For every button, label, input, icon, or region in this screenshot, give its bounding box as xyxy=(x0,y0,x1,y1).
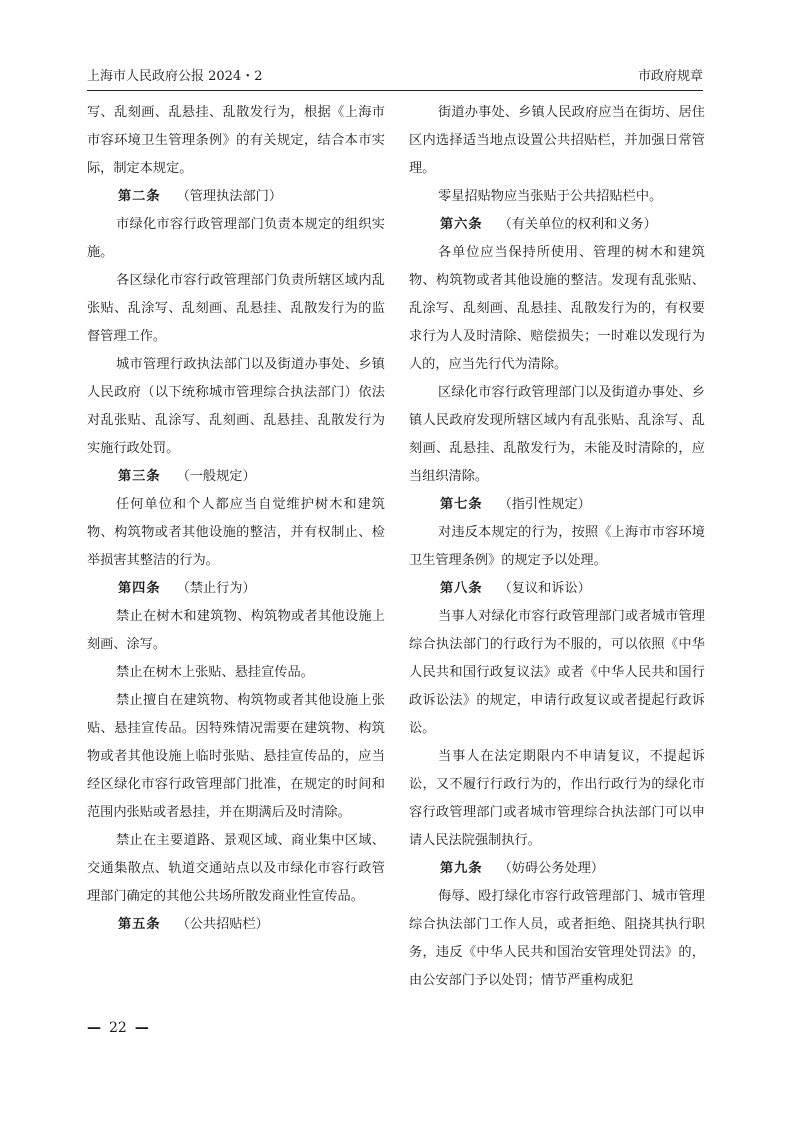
paragraph: 当事人对绿化市容行政管理部门或者城市管理综合执法部门的行政行为不服的，可以依照《中华人民共和国行政复议法》或者《中华人民共和国行政诉讼法》的规定，申请行政复议或者提起行政诉讼。 xyxy=(409,609,705,736)
article-title: （公共招贴栏） xyxy=(176,917,269,932)
page-number-value: 22 xyxy=(109,1020,127,1036)
article-number: 第五条 xyxy=(118,917,161,932)
article-title: （有关单位的权利和义务） xyxy=(498,217,657,232)
paragraph: 禁止擅自在建筑物、构筑物或者其他设施上张贴、悬挂宣传品。因特殊情况需要在建筑物、构筑物或者其他设施上临时张贴、悬挂宣传品的，应当经区绿化市容行政管理部门批准，在规定的时间和范围内张贴或者悬挂，并在期满后及时清除。 xyxy=(87,693,385,820)
paragraph: 禁止在树木上张贴、悬挂宣传品。 xyxy=(116,665,314,680)
paragraph: 城市管理行政执法部门以及街道办事处、乡镇人民政府（以下统称城市管理综合执法部门）依法对乱张贴、乱涂写、乱刻画、乱悬挂、乱散发行为实施行政处罚。 xyxy=(87,357,385,456)
article-heading xyxy=(409,211,705,239)
article-heading xyxy=(409,575,705,603)
article-number: 第九条 xyxy=(440,861,483,876)
left-column xyxy=(87,99,385,939)
paragraph: 各区绿化市容行政管理部门负责所辖区域内乱张贴、乱涂写、乱刻画、乱悬挂、乱散发行为的监督管理工作。 xyxy=(87,273,385,344)
article-title: （复议和诉讼） xyxy=(498,581,591,596)
page-number-dash: — xyxy=(87,1020,101,1036)
section-title: 市政府规章 xyxy=(637,69,703,84)
running-header xyxy=(87,66,703,91)
paragraph: 禁止在主要道路、景观区域、商业集中区域、交通集散点、轨道交通站点以及市绿化市容行政管理部门确定的其他公共场所散发商业性宣传品。 xyxy=(87,833,385,904)
article-title: （一般规定） xyxy=(176,469,256,484)
right-column xyxy=(409,99,705,995)
article-heading xyxy=(409,491,705,519)
paragraph: 任何单位和个人都应当自觉维护树木和建筑物、构筑物或者其他设施的整洁，并有权制止、检举损害其整洁的行为。 xyxy=(87,497,385,568)
paragraph: 当事人在法定期限内不申请复议，不提起诉讼，又不履行行政行为的，作出行政行为的绿化市容行政管理部门或者城市管理综合执法部门可以申请人民法院强制执行。 xyxy=(409,749,705,848)
article-heading xyxy=(87,183,385,211)
article-number: 第六条 xyxy=(440,217,483,232)
article-heading xyxy=(87,463,385,491)
article-heading xyxy=(87,911,385,939)
journal-title: 上海市人民政府公报 2024・2 xyxy=(87,69,263,84)
article-title: （禁止行为） xyxy=(176,581,256,596)
paragraph: 对违反本规定的行为，按照《上海市市容环境卫生管理条例》的规定予以处理。 xyxy=(409,525,705,568)
paragraph: 侮辱、殴打绿化市容行政管理部门、城市管理综合执法部门工作人员，或者拒绝、阻挠其执行职务，违反《中华人民共和国治安管理处罚法》的，由公安部门予以处罚；情节严重构成犯 xyxy=(409,889,705,988)
article-heading xyxy=(409,855,705,883)
article-number: 第三条 xyxy=(118,469,161,484)
article-title: （指引性规定） xyxy=(498,497,591,512)
article-heading xyxy=(87,575,385,603)
article-title: （妨碍公务处理） xyxy=(498,861,605,876)
page-number-dash: — xyxy=(134,1020,149,1036)
paragraph: 街道办事处、乡镇人民政府应当在街坊、居住区内选择适当地点设置公共招贴栏，并加强日常管理。 xyxy=(409,105,705,176)
paragraph: 各单位应当保持所使用、管理的树木和建筑物、构筑物或者其他设施的整洁。发现有乱张贴、乱涂写、乱刻画、乱悬挂、乱散发行为的，有权要求行为人及时清除、赔偿损失；一时难以发现行为人的，应当先行代为清除。 xyxy=(409,245,705,372)
paragraph: 写、乱刻画、乱悬挂、乱散发行为，根据《上海市市容环境卫生管理条例》的有关规定，结合本市实际，制定本规定。 xyxy=(87,105,385,176)
article-number: 第八条 xyxy=(440,581,483,596)
paragraph: 零星招贴物应当张贴于公共招贴栏中。 xyxy=(438,189,663,204)
paragraph: 区绿化市容行政管理部门以及街道办事处、乡镇人民政府发现所辖区域内有乱张贴、乱涂写、乱刻画、乱悬挂、乱散发行为，未能及时清除的，应当组织清除。 xyxy=(409,385,705,484)
article-number: 第二条 xyxy=(118,189,161,204)
page-number xyxy=(87,1018,149,1038)
article-number: 第七条 xyxy=(440,497,483,512)
article-number: 第四条 xyxy=(118,581,161,596)
article-title: （管理执法部门） xyxy=(176,189,283,204)
paragraph: 市绿化市容行政管理部门负责本规定的组织实施。 xyxy=(87,217,385,260)
paragraph: 禁止在树木和建筑物、构筑物或者其他设施上刻画、涂写。 xyxy=(87,609,385,652)
